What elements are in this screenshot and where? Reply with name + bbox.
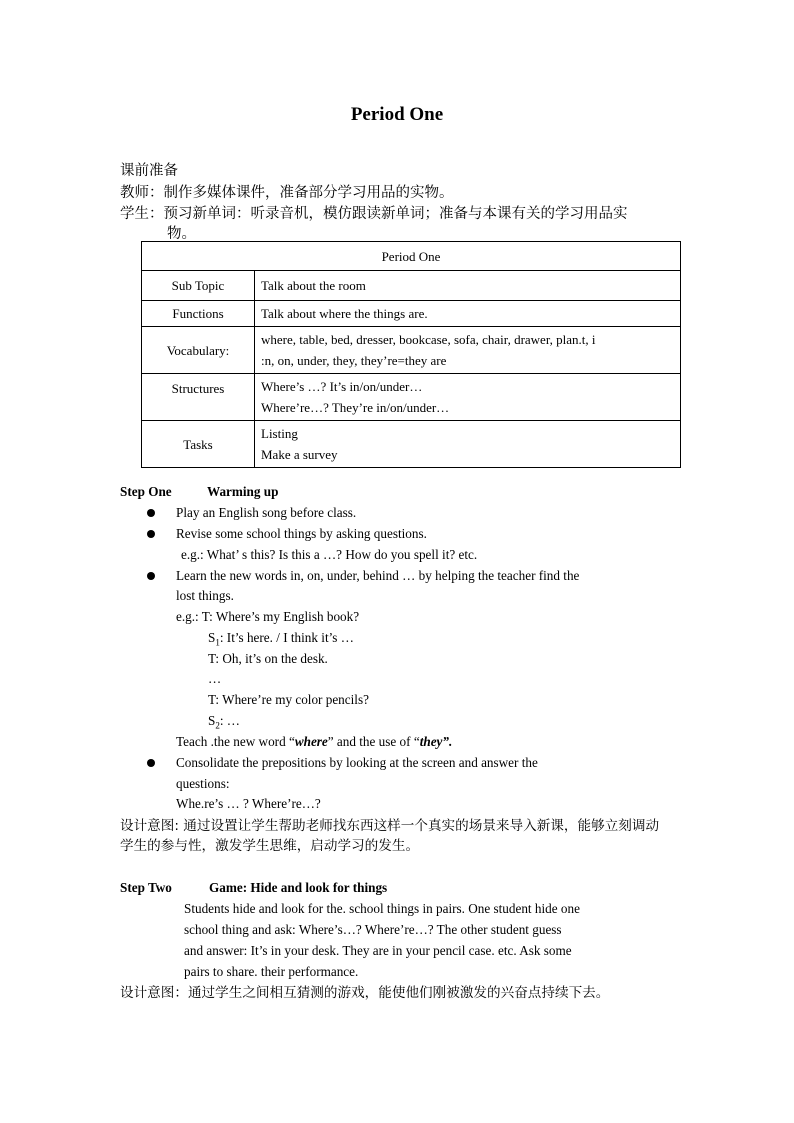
dialogue-line: T: Oh, it’s on the desk. bbox=[208, 651, 328, 666]
design-intent: 设计意图: 通过设置让学生帮助老师找东西这样一个真实的场景来导入新课，能够立刻调动 bbox=[120, 818, 660, 834]
bullet-icon bbox=[147, 530, 155, 538]
design-intent-cont: 学生的参与性，激发学生思维，启动学习的发生。 bbox=[120, 838, 420, 854]
dialogue-line: e.g.: T: Where’s my English book? bbox=[176, 609, 360, 624]
row-line: :n, on, under, they, they’re=they are bbox=[261, 353, 447, 368]
step-one-item-cont: questions: bbox=[176, 776, 230, 791]
table-row bbox=[142, 421, 681, 468]
row-label: Functions bbox=[142, 301, 255, 327]
dialogue-line: … bbox=[208, 671, 222, 686]
row-value bbox=[255, 374, 681, 421]
teach-text: ” and the use of “ bbox=[327, 734, 420, 749]
speaker-label: S bbox=[208, 630, 216, 645]
row-label: Vocabulary: bbox=[142, 327, 255, 374]
bullet-icon bbox=[147, 509, 155, 517]
table-row bbox=[142, 301, 681, 327]
prep-teacher: 教师：制作多媒体课件，准备部分学习用品的实物。 bbox=[120, 185, 454, 201]
step-one-item-cont: lost things. bbox=[176, 588, 234, 603]
step-one-item: Learn the new words in, on, under, behind … by helping the teacher find the bbox=[176, 568, 580, 583]
step-two-subheading: Game: Hide and look for things bbox=[209, 880, 388, 895]
table-row bbox=[142, 327, 681, 374]
step-one-item-cont: Whe.re’s … ? Where’re…? bbox=[176, 796, 321, 811]
row-line: Where’s …? It’s in/on/under… bbox=[261, 379, 423, 394]
step-one-item: Consolidate the prepositions by looking at the screen and answer the bbox=[176, 755, 538, 770]
row-label: Tasks bbox=[142, 421, 255, 468]
speaker-subscript: 2 bbox=[215, 720, 220, 731]
bullet-icon bbox=[147, 572, 155, 580]
page-title: Period One bbox=[350, 104, 444, 125]
prep-heading: 课前准备 bbox=[120, 163, 178, 179]
row-value bbox=[255, 421, 681, 468]
step-two-paragraph: Students hide and look for the. school things in pairs. One student hide one bbox=[184, 901, 580, 916]
speaker-subscript: 1 bbox=[215, 637, 220, 648]
word-where: where bbox=[294, 734, 328, 749]
row-label: Structures bbox=[142, 374, 255, 421]
row-line: where, table, bed, dresser, bookcase, sofa, chair, drawer, plan.t, i bbox=[261, 332, 596, 347]
step-one-item: Revise some school things by asking questions. bbox=[176, 526, 427, 541]
row-line: Where’re…? They’re in/on/under… bbox=[261, 400, 450, 415]
bullet-icon bbox=[147, 759, 155, 767]
example-line: e.g.: What’ s this? Is this a …? How do you spell it? etc. bbox=[181, 547, 478, 562]
step-two-paragraph: and answer: It’s in your desk. They are in your pencil case. etc. Ask some bbox=[184, 943, 572, 958]
table-header-row bbox=[142, 242, 681, 271]
row-line: Listing bbox=[261, 426, 298, 441]
dialogue-text: : It’s here. / I think it’s … bbox=[219, 630, 354, 645]
step-one-heading: Step One bbox=[120, 484, 172, 499]
table-row bbox=[142, 374, 681, 421]
step-one-item: Play an English song before class. bbox=[176, 505, 357, 520]
teach-line bbox=[176, 732, 452, 752]
row-value: Talk about where the things are. bbox=[255, 301, 681, 327]
row-value: Talk about the room bbox=[255, 271, 681, 301]
dialogue-text: : … bbox=[219, 713, 240, 728]
row-label: Sub Topic bbox=[142, 271, 255, 301]
step-two-paragraph: pairs to share. their performance. bbox=[184, 964, 359, 979]
lesson-table bbox=[141, 241, 681, 468]
prep-student: 学生：预习新单词：听录音机，模仿跟读新单词；准备与本课有关的学习用品实 bbox=[120, 206, 628, 222]
row-line: Make a survey bbox=[261, 447, 338, 462]
step-one-subheading: Warming up bbox=[207, 484, 279, 499]
speaker-label: S bbox=[208, 713, 216, 728]
step-two-paragraph: school thing and ask: Where’s…? Where’re…? The other student guess bbox=[184, 922, 562, 937]
word-they: they”. bbox=[419, 734, 453, 749]
row-value bbox=[255, 327, 681, 374]
table-row bbox=[142, 271, 681, 301]
design-intent: 设计意图：通过学生之间相互猜测的游戏，能使他们刚被激发的兴奋点持续下去。 bbox=[120, 985, 610, 1001]
table-header: Period One bbox=[142, 242, 681, 271]
prep-student-cont: 物。 bbox=[167, 226, 196, 242]
step-two-heading: Step Two bbox=[120, 880, 172, 895]
teach-text: Teach .the new word “ bbox=[176, 734, 295, 749]
dialogue-line: T: Where’re my color pencils? bbox=[208, 692, 369, 707]
